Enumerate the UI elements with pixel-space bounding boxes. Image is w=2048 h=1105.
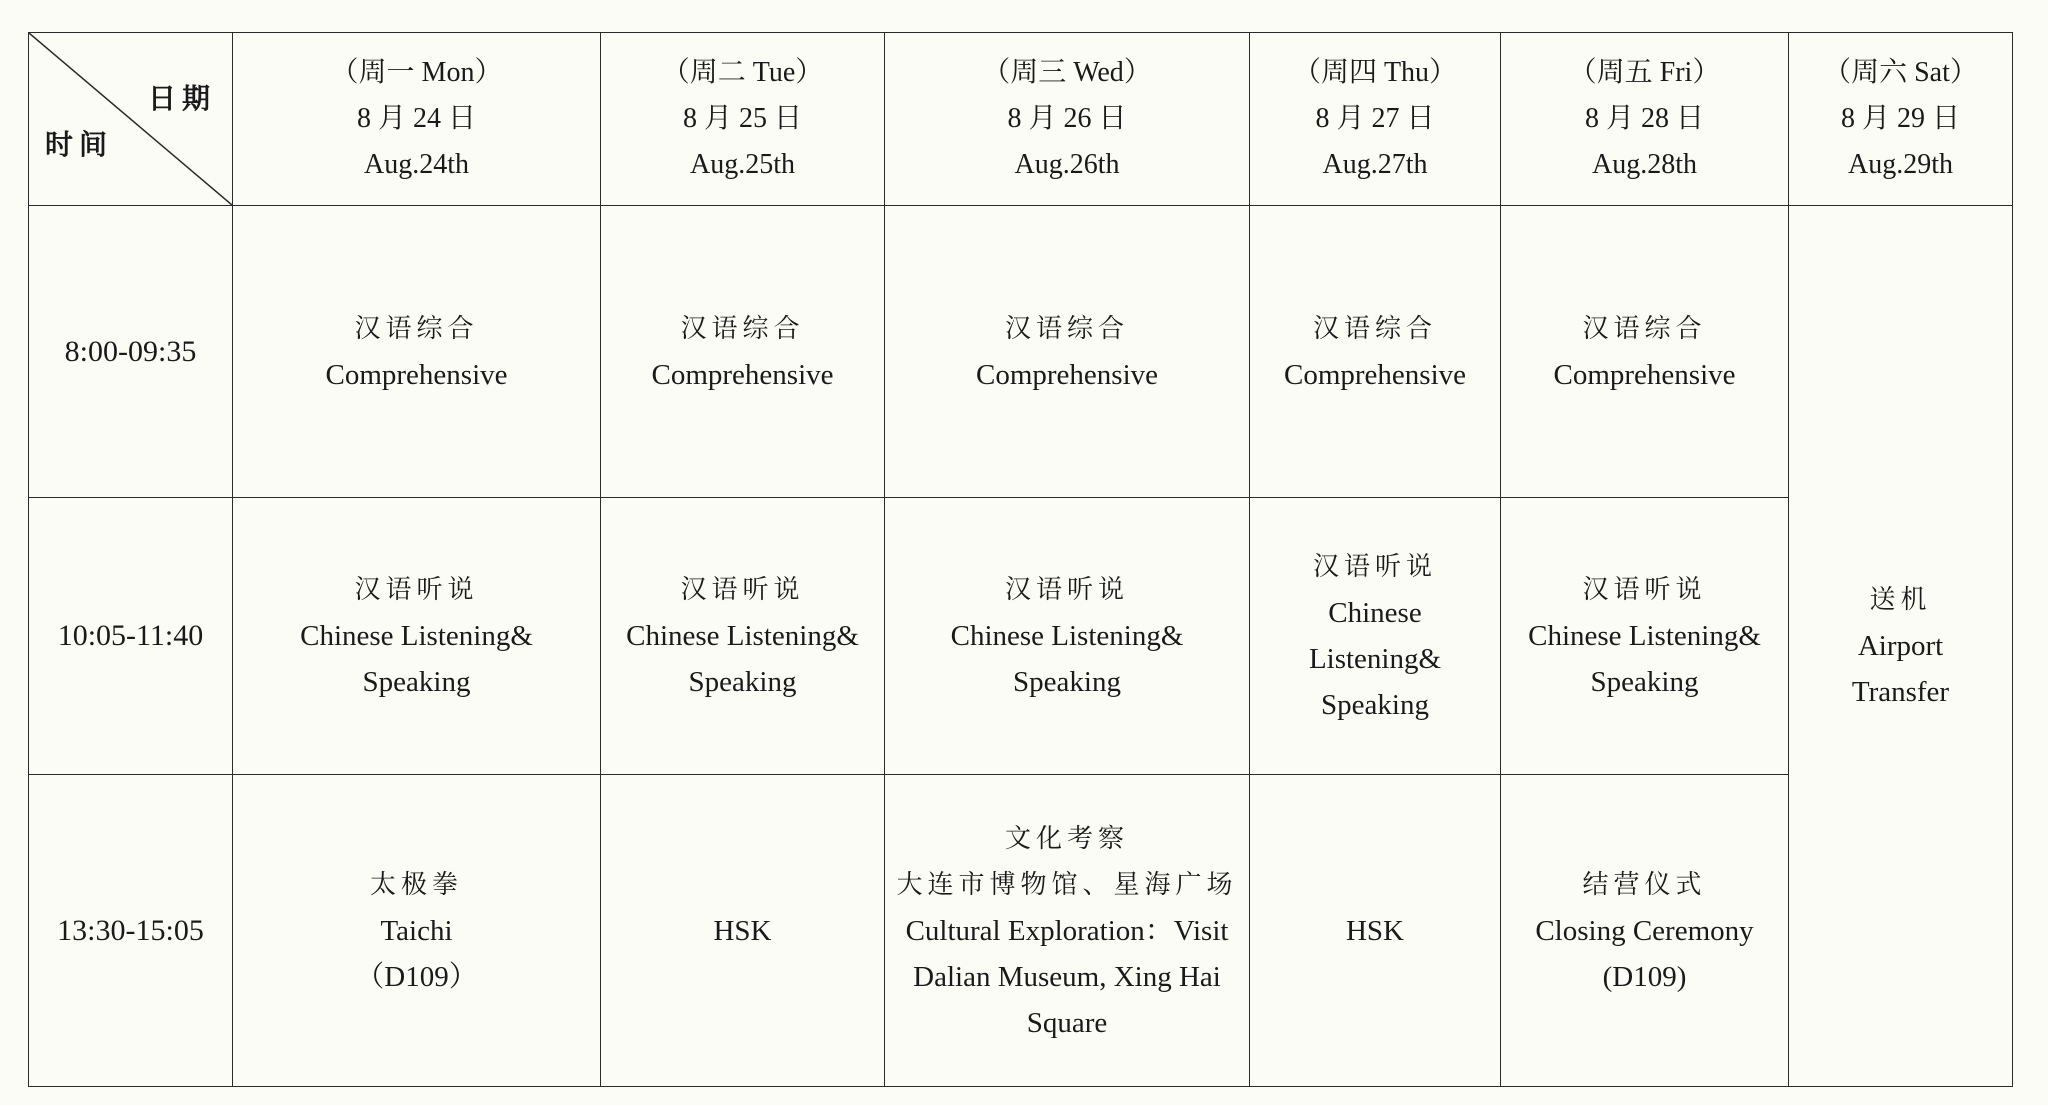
class-cell-mon-3 bbox=[233, 775, 601, 1087]
course-zh: 文化考察 bbox=[1004, 823, 1129, 854]
class-cell-fri-1 bbox=[1501, 206, 1789, 498]
weekday-label: （周六 Sat） bbox=[1823, 57, 1978, 88]
time-slot-2: 10:05-11:40 bbox=[29, 498, 233, 775]
course-zh: 汉语综合 bbox=[354, 313, 479, 344]
course-en: Closing Ceremony bbox=[1535, 914, 1754, 947]
class-cell-thu-3 bbox=[1250, 775, 1501, 1087]
afternoon-row bbox=[29, 775, 2013, 1087]
schedule-table bbox=[28, 32, 2013, 1087]
day-header-mon bbox=[233, 33, 601, 206]
course-zh: 汉语听说 bbox=[1312, 552, 1437, 582]
date-cn-label: 8 月 25 日 bbox=[682, 103, 802, 134]
course-en: HSK bbox=[713, 914, 772, 947]
course-en: Comprehensive bbox=[651, 358, 834, 391]
course-zh: 太极拳 bbox=[369, 869, 463, 900]
time-header-label: 时间 bbox=[45, 128, 114, 161]
course-zh: 汉语综合 bbox=[680, 313, 805, 344]
course-en: Comprehensive bbox=[975, 358, 1158, 391]
class-cell-wed-1 bbox=[885, 206, 1250, 498]
course-zh: 汉语听说 bbox=[680, 575, 805, 605]
course-room: (D109) bbox=[1602, 960, 1687, 993]
weekday-label: （周四 Thu） bbox=[1292, 57, 1458, 88]
day-header-thu bbox=[1250, 33, 1501, 206]
course-en-3: Square bbox=[1026, 1006, 1108, 1039]
course-en-1: Cultural Exploration：Visit bbox=[905, 914, 1229, 947]
weekday-label: （周五 Fri） bbox=[1568, 57, 1721, 88]
course-en-2: Speaking bbox=[688, 666, 797, 698]
class-cell-tue-1 bbox=[601, 206, 885, 498]
course-room: （D109） bbox=[355, 960, 478, 993]
weekday-label: （周一 Mon） bbox=[330, 57, 503, 88]
date-en-label: Aug.25th bbox=[690, 149, 795, 180]
weekday-label: （周二 Tue） bbox=[661, 57, 824, 88]
day-header-fri bbox=[1501, 33, 1789, 206]
morning-row bbox=[29, 206, 2013, 498]
header-row bbox=[29, 33, 2013, 206]
airport-zh: 送机 bbox=[1869, 585, 1932, 615]
date-cn-label: 8 月 28 日 bbox=[1584, 103, 1704, 134]
date-en-label: Aug.27th bbox=[1322, 149, 1428, 180]
airport-en-1: Airport bbox=[1857, 630, 1944, 662]
class-cell-tue-2 bbox=[601, 498, 885, 775]
course-en-2: Speaking bbox=[1321, 689, 1429, 721]
late-morning-row bbox=[29, 498, 2013, 775]
course-en-2: Speaking bbox=[1013, 666, 1121, 698]
date-en-label: Aug.26th bbox=[1014, 149, 1120, 180]
course-en-a: Chinese bbox=[1328, 597, 1422, 629]
course-en: Chinese Listening& bbox=[1528, 620, 1761, 652]
course-en-2: Speaking bbox=[362, 666, 471, 698]
class-cell-mon-1 bbox=[233, 206, 601, 498]
course-en-2: Dalian Museum, Xing Hai bbox=[913, 960, 1221, 993]
course-en-b: Listening& bbox=[1308, 643, 1442, 675]
course-zh: 汉语综合 bbox=[1004, 313, 1129, 344]
course-zh: 汉语听说 bbox=[1582, 575, 1707, 605]
course-en-2: Speaking bbox=[1590, 666, 1699, 698]
corner-cell bbox=[29, 33, 233, 206]
course-en: Chinese Listening& bbox=[626, 620, 859, 652]
date-cn-label: 8 月 26 日 bbox=[1007, 103, 1127, 134]
class-cell-fri-2 bbox=[1501, 498, 1789, 775]
day-header-wed bbox=[885, 33, 1250, 206]
date-cn-label: 8 月 27 日 bbox=[1315, 103, 1435, 134]
course-en: HSK bbox=[1345, 914, 1404, 947]
day-header-tue bbox=[601, 33, 885, 206]
course-en: Comprehensive bbox=[325, 358, 508, 391]
class-cell-mon-2 bbox=[233, 498, 601, 775]
airport-en-2: Transfer bbox=[1851, 676, 1950, 708]
class-cell-thu-1 bbox=[1250, 206, 1501, 498]
course-zh: 汉语听说 bbox=[354, 575, 479, 605]
course-en: Taichi bbox=[380, 914, 453, 947]
date-cn-label: 8 月 29 日 bbox=[1840, 103, 1960, 134]
airport-transfer-cell bbox=[1789, 206, 2013, 1087]
course-en: Chinese Listening& bbox=[300, 620, 533, 652]
course-zh: 汉语综合 bbox=[1582, 313, 1707, 344]
course-zh: 汉语综合 bbox=[1312, 313, 1437, 344]
date-header-label: 日期 bbox=[147, 82, 216, 115]
date-en-label: Aug.29th bbox=[1848, 149, 1953, 180]
course-en: Comprehensive bbox=[1283, 358, 1466, 391]
course-zh: 结营仪式 bbox=[1582, 869, 1707, 900]
diagonal-line bbox=[29, 33, 232, 205]
date-cn-label: 8 月 24 日 bbox=[356, 103, 476, 134]
date-en-label: Aug.24th bbox=[364, 149, 469, 180]
day-header-sat bbox=[1789, 33, 2013, 206]
course-en: Chinese Listening& bbox=[950, 620, 1184, 652]
time-slot-1: 8:00-09:35 bbox=[29, 206, 233, 498]
date-en-label: Aug.28th bbox=[1592, 149, 1697, 180]
weekday-label: （周三 Wed） bbox=[982, 57, 1152, 88]
class-cell-fri-3 bbox=[1501, 775, 1789, 1087]
class-cell-thu-2 bbox=[1250, 498, 1501, 775]
course-zh-2: 大连市博物馆、星海广场 bbox=[896, 869, 1238, 900]
class-cell-tue-3 bbox=[601, 775, 885, 1087]
course-zh: 汉语听说 bbox=[1004, 575, 1129, 605]
class-cell-wed-2 bbox=[885, 498, 1250, 775]
time-slot-3: 13:30-15:05 bbox=[29, 775, 233, 1087]
class-cell-wed-3 bbox=[885, 775, 1250, 1087]
course-en: Comprehensive bbox=[1553, 358, 1736, 391]
